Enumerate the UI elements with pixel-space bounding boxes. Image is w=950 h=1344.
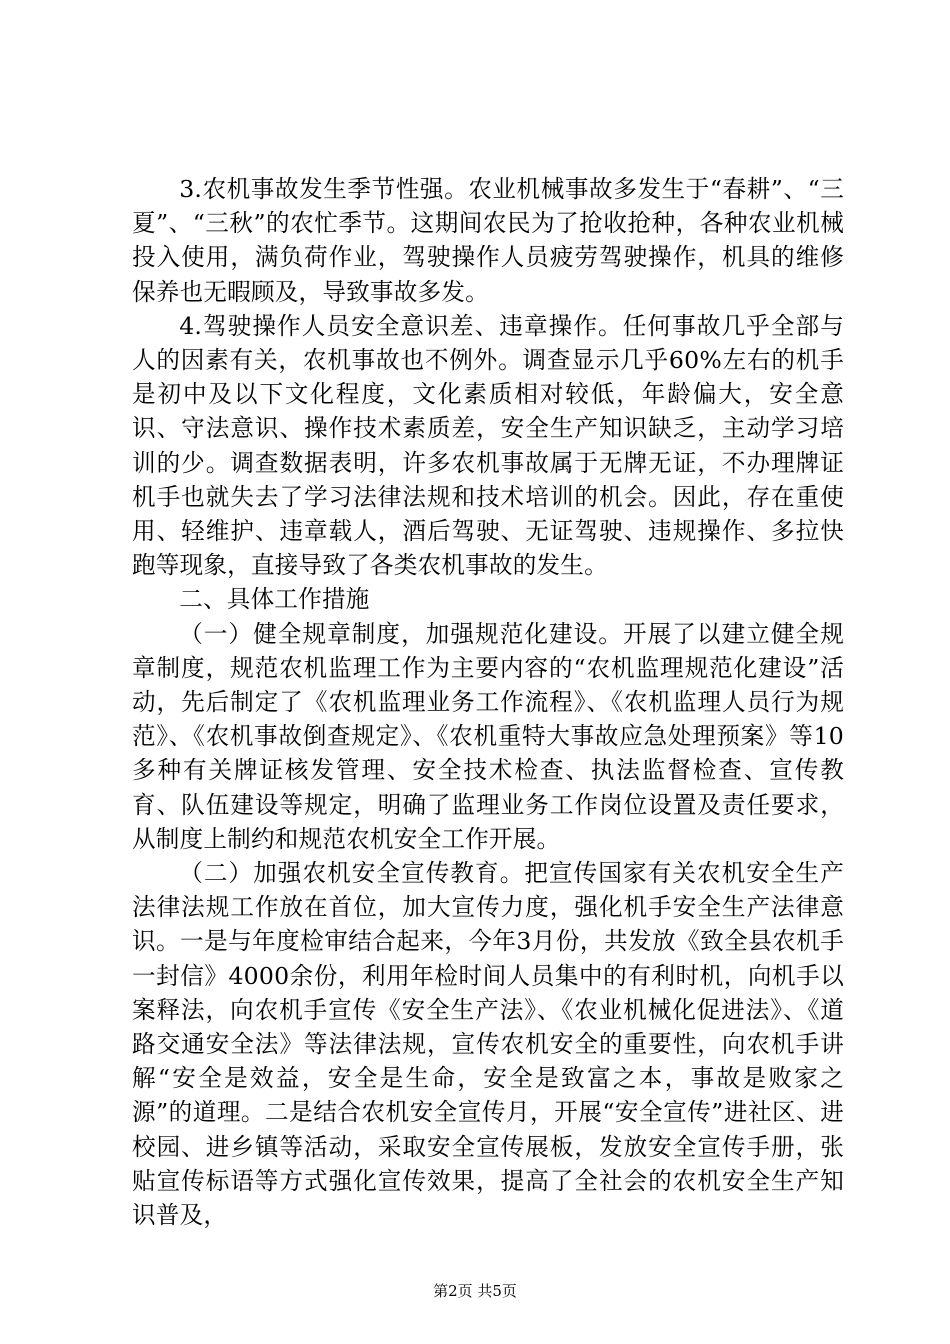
paragraph-operator-safety: 4.驾驶操作人员安全意识差、违章操作。任何事故几乎全部与人的因素有关，农机事故也不例外。调查显示几乎60%左右的机手是初中及以下文化程度，文化素质相对较低，年龄偏大，安全意识、守法意识、操作技术素质差，安全生产知识缺乏，主动学习培训的少。调查数据表明，许多农机事故属于无牌无证，不办理牌证机手也就失去了学习法律法规和技术培训的机会。因此，存在重使用、轻维护、违章载人，酒后驾驶、无证驾驶、违规操作、多拉快跑等现象，直接导致了各类农机事故的发生。 [132, 311, 844, 580]
paragraph-safety-education: （二）加强农机安全宣传教育。把宣传国家有关农机安全生产法律法规工作放在首位，加大宣传力度，强化机手安全生产法律意识。一是与年度检审结合起来，今年3月份，共发放《致全县农机手一封信》4000余份，利用年检时间人员集中的有利时机，向机手以案释法，向农机手宣传《安全生产法》、《农业机械化促进法》、《道路交通安全法》等法律法规，宣传农机安全的重要性，向农机手讲解“安全是效益，安全是生命，安全是致富之本，事故是败家之源”的道理。二是结合农机安全宣传月，开展“安全宣传”进社区、进校园、进乡镇等活动，采取安全宣传展板，发放安全宣传手册，张贴宣传标语等方式强化宣传效果，提高了全社会的农机安全生产知识普及， [132, 859, 844, 1230]
section-heading-measures: 二、具体工作措施 [179, 585, 370, 614]
paragraph-seasonality: 3.农机事故发生季节性强。农业机械事故多发生于“春耕”、“三夏”、“三秋”的农忙季节。这期间农民为了抢收抢种，各种农业机械投入使用，满负荷作业，驾驶操作人员疲劳驾驶操作，机具的维修保养也无暇顾及，导致事故多发。 [132, 175, 844, 306]
page-number-footer: 第2页 共5页 [433, 1282, 517, 1300]
document-body [132, 172, 844, 1232]
paragraph-regulations: （一）健全规章制度，加强规范化建设。开展了以建立健全规章制度，规范农机监理工作为主要内容的“农机监理规范化建设”活动，先后制定了《农机监理业务工作流程》、《农机监理人员行为规范》、《农机事故倒查规定》、《农机重特大事故应急处理预案》等10多种有关牌证核发管理、安全技术检查、执法监督检查、宣传教育、队伍建设等规定，明确了监理业务工作岗位设置及责任要求，从制度上制约和规范农机安全工作开展。 [132, 619, 844, 853]
